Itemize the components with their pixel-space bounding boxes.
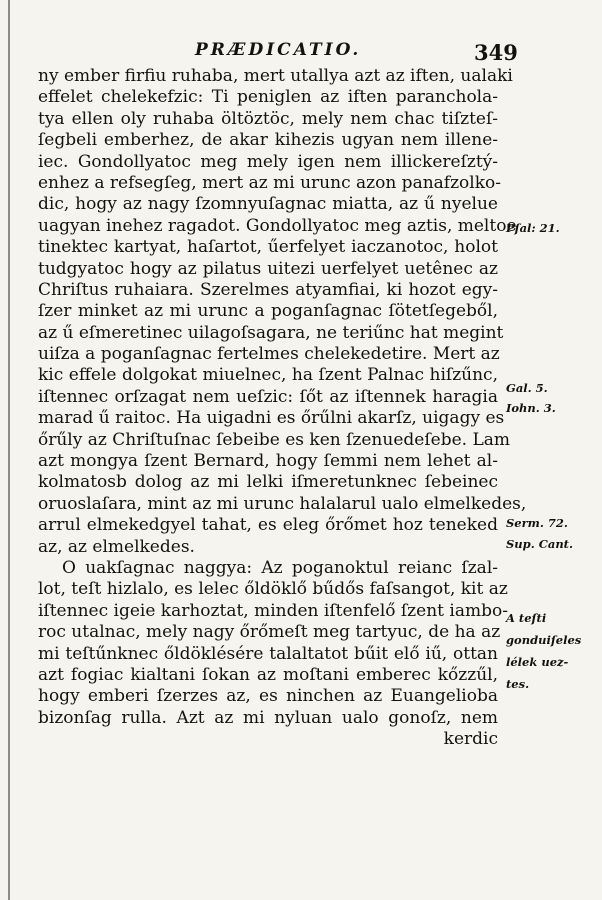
page-number: 349: [474, 40, 518, 65]
margin-note: gonduiſeles: [506, 633, 582, 647]
text-line: uiſza a poganſagnac fertelmes chelekedetire. Mert az: [38, 344, 500, 365]
text-line: bizonſag rulla. Azt az mi nyluan ualo gonoſz, nem: [38, 707, 498, 728]
text-line: enhez a refsegſeg, mert az mi urunc azon panafzolko-: [38, 172, 501, 193]
text-line: ſzer minket az mi urunc a poganſagnac ſötetſegeből,: [38, 301, 498, 322]
text-line: arrul elmekedgyel tahat, es eleg őrőmet hoz teneked: [38, 515, 498, 536]
running-title: PRÆDICATIO.: [195, 40, 362, 60]
text-line: tinektec kartyat, haſartot, űerfelyet iaczanotoc, holot: [38, 237, 498, 258]
page-header: [0, 40, 602, 64]
text-line: oruoslaſara, mint az mi urunc halalarul ualo elmelkedes,: [38, 493, 527, 514]
margin-note: A teſti: [506, 611, 547, 625]
text-line: uagyan inehez ragadot. Gondollyatoc meg aztis, meltoe: [38, 215, 517, 236]
text-line: Chriſtus ruhaiara. Szerelmes atyamfiai, ki hozot egy-: [38, 279, 498, 300]
margin-note: lélek uez-: [506, 655, 569, 669]
margin-note: Pſal: 21.: [506, 221, 560, 235]
text-line: effelet chelekefzic: Ti peniglen az iften paranchola-: [38, 87, 498, 108]
text-line: tudgyatoc hogy az pilatus uitezi uerfelyet uetênec az: [38, 258, 498, 279]
text-line: mi teſtűnknec őldöklésére talaltatot bűit elő iű, ottan: [38, 643, 498, 664]
text-line: marad ű raitoc. Ha uigadni es őrűlni akarſz, uigagy es: [38, 408, 505, 429]
text-line: hogy emberi ſzerzes az, es ninchen az Euangelioba: [38, 686, 498, 707]
text-line: tya ellen oly ruhaba öltöztöc, mely nem chac tiſzteſ-: [38, 108, 498, 129]
text-line: iſtennec orſzagat nem ueſzic: ſőt az iſtennek haragia: [38, 386, 498, 407]
text-line: ny ember firfiu ruhaba, mert utallya azt az iften, ualaki: [38, 66, 513, 86]
text-line: roc utalnac, mely nagy őrőmeſt meg tartyuc, de ha az: [38, 622, 501, 643]
text-line: azt fogiac kialtani ſokan az moſtani emberec kőzzűl,: [38, 664, 498, 685]
text-line: az ű eſmeretinec uilagoſsagara, ne teriűnc hat megint: [38, 322, 504, 343]
text-line: iec. Gondollyatoc meg mely igen nem illickereſztý-: [38, 151, 498, 172]
text-line: őrűly az Chriſtuſnac ſebeibe es ken ſzenuedeſebe. Lam: [38, 429, 510, 450]
margin-note: Iohn. 3.: [506, 401, 556, 415]
text-line: O uakſagnac naggya: Az poganoktul reianc ſzal-: [62, 557, 498, 578]
text-line: iſtennec igeie karhoztat, minden iſtenfelő ſzent iambo-: [38, 600, 508, 621]
text-line: ſegbeli emberhez, de akar kihezis ugyan nem illene-: [38, 130, 498, 151]
page-edge-shadow: [8, 0, 10, 900]
text-line: az, az elmelkedes.: [38, 536, 195, 557]
text-line: azt mongya ſzent Bernard, hogy ſemmi nem lehet al-: [38, 451, 498, 472]
margin-note: Serm. 72.: [506, 516, 568, 530]
margin-note: tes.: [506, 677, 530, 691]
catchword: kerdic: [443, 729, 498, 750]
text-line: lot, teſt hizlalo, es lelec őldöklő bűdős faſsangot, kit az: [38, 579, 508, 600]
margin-note: Gal. 5.: [506, 381, 548, 395]
text-line: kic effele dolgokat miuelnec, ha ſzent Palnac hiſzűnc,: [38, 365, 498, 386]
margin-note: Sup. Cant.: [506, 537, 573, 551]
text-line: dic, hogy az nagy ſzomnyuſagnac miatta, az ű nyelue: [38, 194, 498, 215]
text-line: kolmatosb dolog az mi lelki iſmeretunknec ſebeinec: [38, 472, 498, 493]
